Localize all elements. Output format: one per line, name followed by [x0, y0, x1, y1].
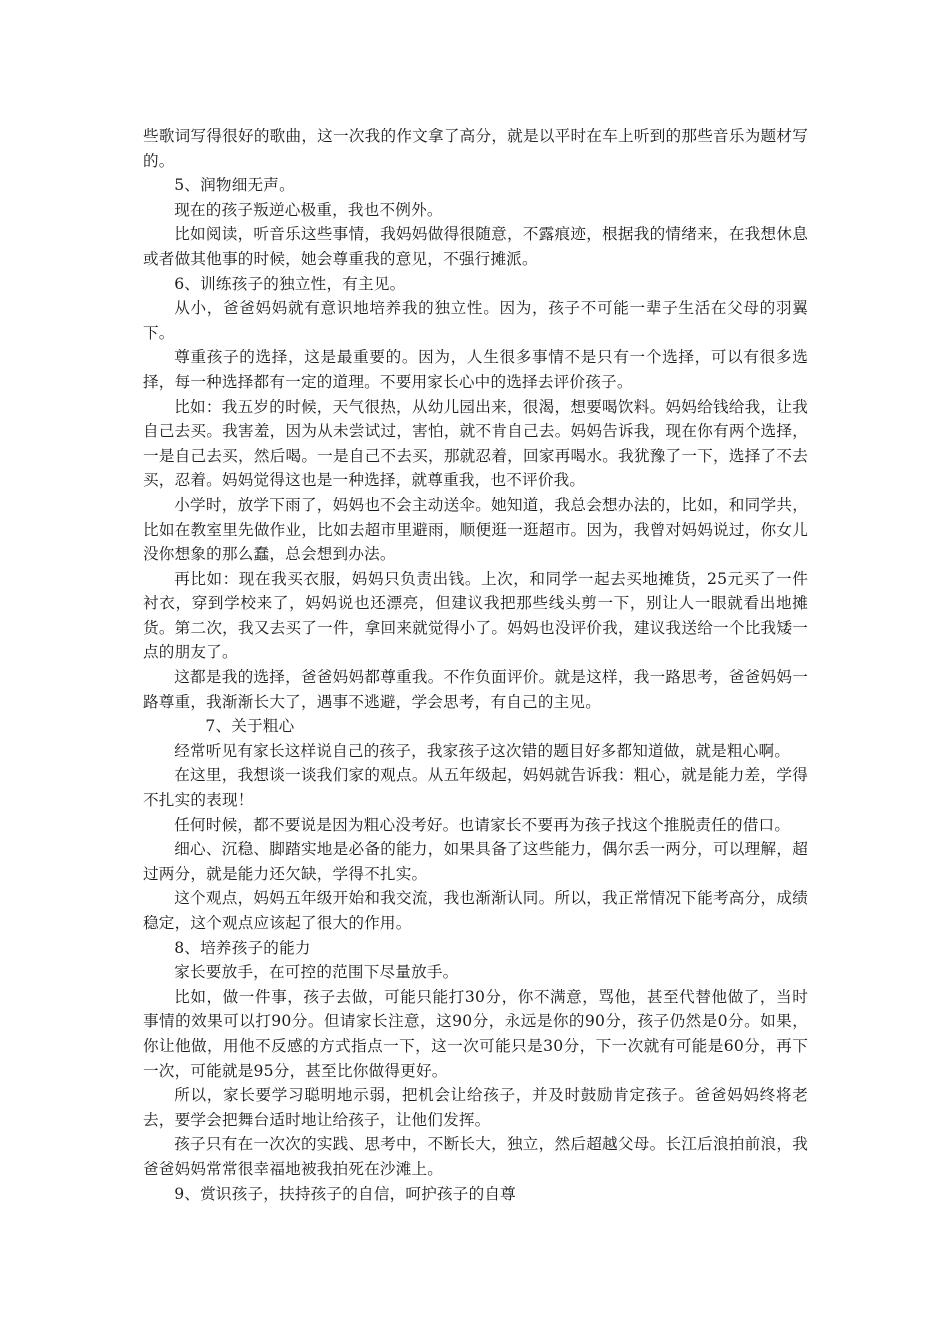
document-page	[143, 124, 808, 1206]
section-heading-6: 6、训练孩子的独立性，有主见。	[174, 274, 406, 293]
section-heading-8: 8、培养孩子的能力	[174, 938, 311, 957]
paragraph: 尊重孩子的选择，这是最重要的。因为，人生很多事情不是只有一个选择，可以有很多选择，每一种选择都有一定的道理。不要用家长心中的选择去评价孩子。	[143, 348, 808, 391]
paragraph: 现在的孩子叛逆心极重，我也不例外。	[174, 200, 443, 219]
paragraph: 再比如：现在我买衣服，妈妈只负责出钱。上次，和同学一起去买地摊货，25元买了一件衬衣，穿到学校来了，妈妈说也还漂亮，但建议我把那些线头剪一下，别让人一眼就看出地摊货。第二次，我又去买了一件，拿回来就觉得小了。妈妈也没评价我，建议我送给一个比我矮一点的朋友了。	[143, 569, 808, 662]
paragraph: 小学时，放学下雨了，妈妈也不会主动送伞。她知道，我总会想办法的，比如，和同学共，比如在教室里先做作业，比如去超市里避雨，顺便逛一逛超市。因为，我曾对妈妈说过，你女儿没你想象的那么蠢，总会想到办法。	[143, 495, 808, 564]
paragraph: 经常听见有家长这样说自己的孩子，我家孩子这次错的题目好多都知道做，就是粗心啊。	[174, 741, 791, 760]
paragraph: 这都是我的选择，爸爸妈妈都尊重我。不作负面评价。就是这样，我一路思考，爸爸妈妈一路尊重，我渐渐长大了，遇事不逃避，学会思考，有自己的主见。	[143, 668, 808, 711]
section-heading-9: 9、赏识孩子，扶持孩子的自信，呵护孩子的自尊	[174, 1184, 516, 1203]
section-heading-7: 7、关于粗心	[205, 717, 295, 736]
paragraph: 比如阅读，听音乐这些事情，我妈妈做得很随意，不露痕迹，根据我的情绪来，在我想休息或者做其他事的时候，她会尊重我的意见，不强行摊派。	[143, 225, 808, 268]
paragraph: 细心、沉稳、脚踏实地是必备的能力，如果具备了这些能力，偶尔丢一两分，可以理解，超过两分，就是能力还欠缺，学得不扎实。	[143, 840, 808, 883]
paragraph: 从小，爸爸妈妈就有意识地培养我的独立性。因为，孩子不可能一辈子生活在父母的羽翼下。	[143, 299, 808, 342]
paragraph: 任何时候，都不要说是因为粗心没考好。也请家长不要再为孩子找这个推脱责任的借口。	[174, 815, 791, 834]
paragraph: 比如，做一件事，孩子去做，可能只能打30分，你不满意，骂他，甚至代替他做了，当时事情的效果可以打90分。但请家长注意，这90分，永远是你的90分，孩子仍然是0分。如果，你让他做，用他不反感的方式指点一下，这一次可能只是30分，下一次就有可能是60分，再下一次，可能就是95分，甚至比你做得更好。	[143, 987, 808, 1080]
paragraph: 孩子只有在一次次的实践、思考中，不断长大，独立，然后超越父母。长江后浪拍前浪，我爸爸妈妈常常很幸福地被我拍死在沙滩上。	[143, 1135, 808, 1178]
paragraph-continued: 些歌词写得很好的歌曲，这一次我的作文拿了高分，就是以平时在车上听到的那些音乐为题材写的。	[143, 127, 808, 170]
paragraph: 所以，家长要学习聪明地示弱，把机会让给孩子，并及时鼓励肯定孩子。爸爸妈妈终将老去，要学会把舞台适时地让给孩子，让他们发挥。	[143, 1086, 808, 1129]
paragraph: 比如：我五岁的时候，天气很热，从幼儿园出来，很渴，想要喝饮料。妈妈给钱给我，让我自己去买。我害羞，因为从未尝试过，害怕，就不肯自己去。妈妈告诉我，现在你有两个选择，一是自己去买，然后喝。一是自己不去买，那就忍着，回家再喝水。我犹豫了一下，选择了不去买，忍着。妈妈觉得这也是一种选择，就尊重我，也不评价我。	[143, 397, 808, 490]
paragraph: 在这里，我想谈一谈我们家的观点。从五年级起，妈妈就告诉我：粗心，就是能力差，学得不扎实的表现！	[143, 766, 808, 810]
paragraph: 家长要放手，在可控的范围下尽量放手。	[174, 963, 459, 982]
paragraph: 这个观点，妈妈五年级开始和我交流，我也渐渐认同。所以，我正常情况下能考高分，成绩稳定，这个观点应该起了很大的作用。	[143, 889, 808, 932]
section-heading-5: 5、润物细无声。	[174, 176, 295, 195]
